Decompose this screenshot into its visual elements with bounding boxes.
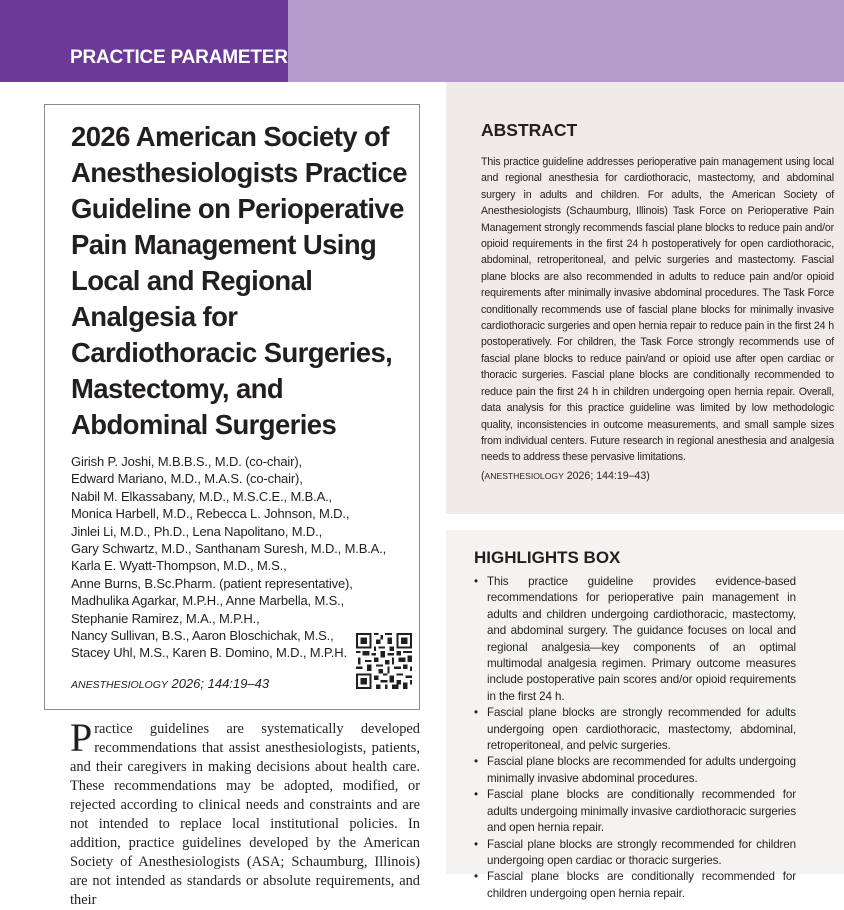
banner-dark <box>0 0 288 82</box>
abstract-panel <box>446 82 844 514</box>
author-line: Madhulika Agarkar, M.P.H., Anne Marbella, M.S., <box>71 593 345 609</box>
author-line: Anne Burns, B.Sc.Pharm. (patient representative), <box>71 575 353 591</box>
author-line: Nancy Sullivan, B.S., Aaron Bloschichak, M.S., <box>71 628 334 644</box>
cite-details: 2026; 144:19–43) <box>563 470 650 482</box>
author-line: Girish P. Joshi, M.B.B.S., M.D. (co-chair), <box>71 454 302 469</box>
list-item: • Fascial plane blocks are strongly recommended for children undergoing open cardiac or thoracic surgeries. <box>474 837 796 870</box>
intro-paragraph <box>70 715 420 910</box>
cite-open: ( <box>481 470 485 482</box>
section-label: PRACTICE PARAMETER <box>70 47 288 68</box>
article-title: 2026 American Society of Anesthesiologists Practice Guideline on Perioperative Pain Management Using Local and Regional Analgesia for Cardiothoracic Surgeries, Mastectomy, and Abdominal Surgeries <box>71 121 407 440</box>
banner-light <box>288 0 844 82</box>
abstract-heading: ABSTRACT <box>481 120 578 140</box>
list-item: • Fascial plane blocks are conditionally recommended for children undergoing open hernia repair. <box>474 869 796 902</box>
highlights-panel <box>446 530 844 900</box>
title-box <box>44 104 420 710</box>
citation-details: 2026; 144:19–43 <box>167 676 270 691</box>
abstract-citation <box>481 470 650 482</box>
list-item: • This practice guideline provides evidence-based recommendations for perioperative pain management in adults and children undergoing cardiothoracic, mastectomy, and abdominal surgery. The guidance focuses on local and regional analgesia—key components of an optimal multimodal analgesia regimen. Primary outcome measures include postoperative pain scores and/or opioid requirements in the first 24 h. <box>474 574 796 705</box>
list-item: • Fascial plane blocks are recommended for adults undergoing minimally invasive abdominal procedures. <box>474 754 796 787</box>
author-line: Edward Mariano, M.D., M.A.S. (co-chair), <box>71 471 303 487</box>
author-line: Jinlei Li, M.D., Ph.D., Lena Napolitano, M.D., <box>71 523 323 539</box>
cite-journal: ANESTHESIOLOGY <box>484 471 564 481</box>
abstract-text: This practice guideline addresses perioperative pain management using local and regional anesthesia for cardiothoracic, mastectomy, and abdominal surgery in adults and children. For adults, the American Society of Anesthesiologists (Schaumburg, Illinois) Task Force on Perioperative Pain Management strongly recommends fascial plane blocks to reduce pain and/or opioid requirements in the first 24 h postoperatively for open cardiothoracic, abdominal, retroperitoneal, and pelvic surgeries and mastectomy. Fascial plane blocks are also recommended in adults to reduce pain and/or opioid requirements after minimally invasive abdominal procedures. The Task Force conditionally recommends use of fascial plane blocks for minimally invasive cardiothoracic surgeries and open hernia repair to reduce pain in the first 24 h postoperatively. For children, the Task Force strongly recommends use of fascial plane blocks to reduce pain/and or opioid use after open cardiac or thoracic surgeries. Fascial plane blocks are conditionally recommended to reduce pain the first 24 h in children undergoing open hernia repair. Overall, data analysis for this practice guideline was limited by low methodologic quality, inconsistencies in outcome measurements, and small sample sizes from individual centers. Future research in regional anesthesia and analgesia needs to address these pervasive limitations. <box>481 156 834 464</box>
author-line: Stacey Uhl, M.S., Karen B. Domino, M.D., M.P.H. <box>71 645 347 661</box>
author-line: Monica Harbell, M.D., Rebecca L. Johnson, M.D., <box>71 506 350 522</box>
qr-code-icon[interactable] <box>356 633 412 689</box>
author-line: Stephanie Ramirez, M.A., M.P.H., <box>71 610 260 626</box>
citation <box>71 676 269 691</box>
author-line: Gary Schwartz, M.D., Santhanam Suresh, M.D., M.B.A., <box>71 541 387 557</box>
list-item: • Fascial plane blocks are conditionally recommended for adults undergoing minimally invasive cardiothoracic surgeries and open hernia repair. <box>474 787 796 836</box>
list-item: • Fascial plane blocks are strongly recommended for adults undergoing open cardiothoracic, mastectomy, abdominal, retroperitoneal, and pelvic surgeries. <box>474 705 796 754</box>
author-list <box>71 453 387 662</box>
citation-journal: ANESTHESIOLOGY <box>71 679 168 691</box>
author-line: Karla E. Wyatt-Thompson, M.D., M.S., <box>71 558 287 574</box>
highlights-heading: HIGHLIGHTS BOX <box>474 548 621 567</box>
intro-text: ractice guidelines are systematically developed recommendations that assist anesthesiologists, patients, and their caregivers in making decisions about health care. These recommendations may be adopted, modified, or rejected according to clinical needs and constraints and are not intended to replace local institutional policies. In addition, practice guidelines developed by the American Society of Anesthesiologists (ASA; Schaumburg, Illinois) are not intended as standards or absolute requirements, and their <box>70 721 420 908</box>
author-line: Nabil M. Elkassabany, M.D., M.S.C.E., M.B.A., <box>71 488 333 504</box>
drop-cap: P <box>70 715 93 760</box>
highlights-list <box>474 574 796 902</box>
